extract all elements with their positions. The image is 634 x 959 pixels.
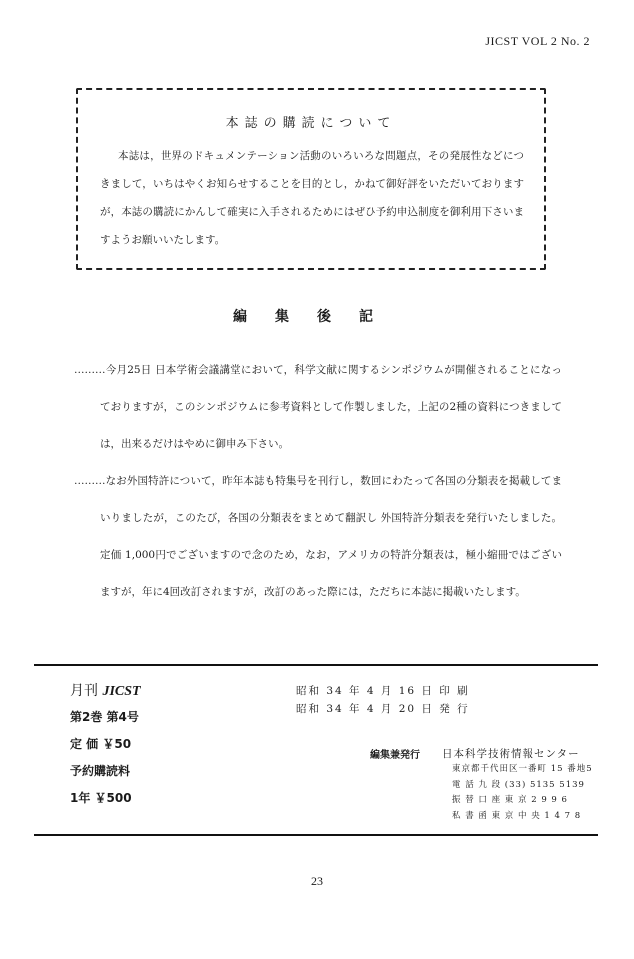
- subscription-label: 予約購読料: [70, 764, 131, 778]
- subscription-notice-box: [76, 88, 546, 270]
- publisher-contact: [452, 762, 593, 824]
- magazine-prefix: 月刊: [70, 683, 98, 699]
- editorial-paragraph: ………なお外国特許について，昨年本誌も特集号を刊行し，数回にわたって各国の分類表を掲載してまいりましたが，このたび，各国の分類表をまとめて翻訳し 外国特許分類表を発行いたしました。定価 1,000円でございますので念のため，なお，アメリカの特許分類表は，極小縮冊ではございますが，年に4回改訂されますが，改訂のあった際には，ただちに本誌に掲載いたします。: [74, 475, 562, 598]
- publisher-phone: 電 話 九 段 (33) 5135 5139: [452, 779, 585, 790]
- publish-date: 昭和 34 年 4 月 20 日 発 行: [296, 703, 470, 715]
- print-date: 昭和 34 年 4 月 16 日 印 刷: [296, 685, 470, 697]
- transfer-account: 振 替 口 座 東 京 2 9 9 6: [452, 795, 568, 805]
- editorial-paragraph: ………今月25日 日本学術会議講堂において，科学文献に関するシンポジウムが開催されることになっておりますが，このシンポジウムに参考資料として作製しました，上記の2種の資料につきましては，出来るだけはやめに御申み下さい。: [74, 364, 562, 450]
- po-box: 私 書 函 東 京 中 央 1 4 7 8: [452, 810, 582, 821]
- editorial-title: 編集後記: [233, 309, 401, 325]
- volume-issue: 第2巻 第4号: [70, 710, 139, 724]
- magazine-title: JICST: [102, 684, 141, 699]
- colophon-dates: [296, 682, 470, 718]
- publisher-label: 編集兼発行: [370, 750, 420, 761]
- colophon-bottom-rule: [34, 834, 598, 836]
- journal-reference: JICST VOL 2 No. 2: [485, 34, 590, 48]
- colophon-left: [70, 680, 270, 816]
- price: 定 価 ￥50: [70, 737, 132, 751]
- subscription-price: 1年 ￥500: [70, 791, 132, 805]
- notice-body: 本誌は，世界のドキュメンテーション活動のいろいろな問題点，その発展性などにつきまして，いちはやくお知らせすることを目的とし，かねて御好評をいただいておりますが，本誌の購読にかんして確実に入手されるためにはぜひ予約申込制度を御利用下さいますようお願いいたします。: [100, 150, 524, 246]
- editorial-body: [74, 352, 562, 611]
- publisher-name: 日本科学技術情報センター: [442, 748, 580, 760]
- page-number: 23: [311, 874, 323, 888]
- colophon-top-rule: [34, 664, 598, 666]
- notice-title: 本誌の購読について: [225, 116, 397, 131]
- magazine-name: [70, 680, 270, 700]
- publisher-address: 東京都千代田区一番町 15 番地5: [452, 764, 593, 774]
